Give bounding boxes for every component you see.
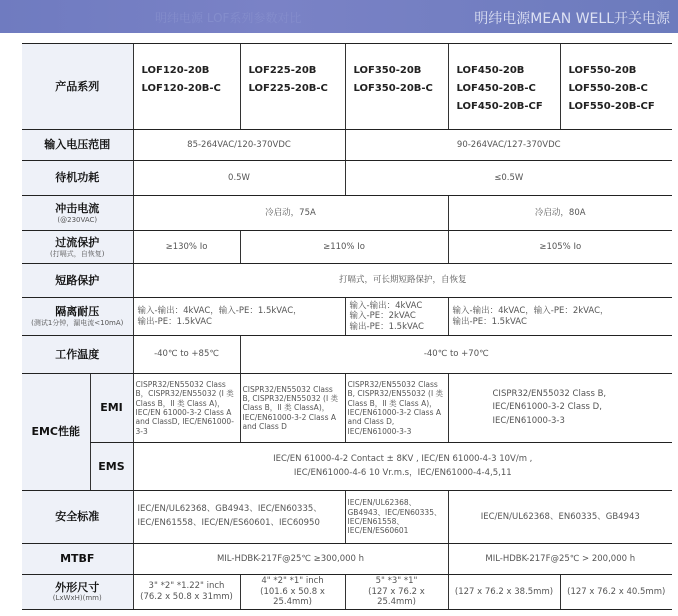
row-isolation (22, 298, 672, 336)
model-col-4 (448, 44, 560, 130)
cell-line: 输入-输出：4kVAC，输入-PE：1.5kVAC， (137, 305, 302, 316)
model-name: LOF225-20B (248, 65, 317, 76)
cell (240, 575, 345, 610)
label-text: 外形尺寸 (55, 580, 100, 594)
label-safety: 安全标准 (22, 491, 133, 544)
row-standby (22, 161, 672, 196)
cell: -40℃ to +85℃ (133, 336, 240, 374)
cell-line: 输入-PE：2kVAC (349, 311, 416, 322)
cell (448, 374, 672, 443)
label-emc: EMC性能 (22, 374, 90, 491)
cell-line: IEC/EN61000-3-3 (492, 415, 565, 426)
label-note: (@230VAC) (57, 215, 98, 224)
cell: -40℃ to +70℃ (240, 336, 672, 374)
cell-line: IEC/EN/UL62368、GB4943、IEC/EN60335、 (137, 504, 322, 515)
row-series (22, 44, 672, 130)
cell-line: 输入-输出：4kVAC (349, 300, 423, 311)
cell-line: 4" *2" *1" inch (261, 576, 324, 586)
row-temp (22, 336, 672, 374)
cell: 90-264VAC/127-370VDC (345, 130, 672, 161)
cell: CISPR32/EN55032 Class B, CISPR32/EN55032 (I 类 Class B，II 类 Class A)，IEC/EN61000-3-2 Class A and Class D, IEC/EN61000-3-3 (345, 374, 448, 443)
cell-line: (101.6 x 50.8 x 25.4mm) (260, 586, 325, 608)
label-text: 冲击电流 (55, 201, 100, 215)
row-ems (22, 443, 672, 491)
label-ems: EMS (90, 443, 133, 491)
model-name: LOF550-20B (568, 65, 637, 76)
model-col-5 (560, 44, 672, 130)
cell: 打嗝式，可长期短路保护，自恢复 (133, 264, 672, 298)
band-title: 明纬电源 LOF系列参数对比 (155, 11, 302, 25)
cell-line: IEC/EN61000-4-6 10 Vr.m.s，IEC/EN61000-4-4,5,11 (293, 467, 512, 478)
cell-line: IEC/EN61558、IEC/EN/ES60601、IEC60950 (137, 518, 320, 528)
cell-line: IEC/EN61000-3-2 Class D, (492, 402, 602, 413)
cell-line: (127 x 76.2 x 25.4mm) (368, 586, 425, 608)
row-input (22, 130, 672, 161)
label-ocp (22, 231, 133, 264)
cell: CISPR32/EN55032 Class B, CISPR32/EN55032 (I 类 Class B，II 类 ClassA)，IEC/EN61000-3-2 Class A and Class D (240, 374, 345, 443)
cell (448, 575, 560, 610)
model-name: LOF120-20B-C (141, 83, 221, 94)
cell (345, 575, 448, 610)
label-text: 过流保护 (55, 235, 100, 249)
label-inrush (22, 196, 133, 231)
cell (448, 298, 672, 336)
cell (133, 443, 672, 491)
cell: 冷启动，80A (448, 196, 672, 231)
cell-line: 3" *2" *1.22" inch (148, 581, 225, 592)
model-name: LOF225-20B-C (248, 83, 328, 94)
label-scp: 短路保护 (22, 264, 133, 298)
cell: 0.5W (133, 161, 345, 196)
cell: IEC/EN/UL62368、EN60335、GB4943 (448, 491, 672, 544)
model-col-3 (345, 44, 448, 130)
label-size (22, 575, 133, 610)
spec-table (22, 43, 672, 610)
label-text: 隔离耐压 (55, 305, 100, 319)
cell: ≥105% Io (448, 231, 672, 264)
cell-line: 输出-PE：1.5kVAC (349, 321, 424, 332)
row-inrush (22, 196, 672, 231)
cell (345, 298, 448, 336)
label-isolation (22, 298, 133, 336)
label-note: (测试1分钟，漏电流<10mA) (31, 319, 124, 327)
model-name: LOF120-20B (141, 65, 210, 76)
cell: 冷启动，75A (133, 196, 448, 231)
cell-line: 输出-PE：1.5kVAC (137, 316, 212, 327)
watermark: 明纬电源MEAN WELL开关电源 (474, 11, 670, 27)
cell (133, 575, 240, 610)
label-emi: EMI (90, 374, 133, 443)
row-ocp (22, 231, 672, 264)
row-size (22, 575, 672, 610)
cell-line: (127 x 76.2 x 38.5mm) (454, 586, 554, 597)
cell: 85-264VAC/120-370VDC (133, 130, 345, 161)
cell-line: IEC/EN 61000-4-2 Contact ± 8KV , IEC/EN 61000-4-3 10V/m , (273, 453, 533, 464)
model-name: LOF450-20B-CF (456, 101, 543, 112)
cell-line: (76.2 x 50.8 x 31mm) (140, 591, 233, 602)
cell: ≤0.5W (345, 161, 672, 196)
model-col-1 (133, 44, 240, 130)
cell (133, 491, 345, 544)
label-input: 输入电压范围 (22, 130, 133, 161)
cell-line: (127 x 76.2 x 40.5mm) (567, 586, 666, 597)
cell (133, 298, 345, 336)
row-scp (22, 264, 672, 298)
label-mtbf: MTBF (22, 544, 133, 575)
model-name: LOF550-20B-C (568, 83, 648, 94)
row-safety (22, 491, 672, 544)
model-col-2 (240, 44, 345, 130)
model-name: LOF350-20B (353, 65, 422, 76)
cell: IEC/EN/UL62368、GB4943、IEC/EN60335、IEC/EN61558、IEC/EN/ES60601 (345, 491, 448, 544)
cell: ≥130% Io (133, 231, 240, 264)
cell: CISPR32/EN55032 Class B，CISPR32/EN55032 (I 类 Class B，II 类 Class A)，IEC/EN 61000-3-2 Class A and ClassD, IEC/EN61000-3-3 (133, 374, 240, 443)
model-name: LOF450-20B (456, 65, 525, 76)
cell: MIL-HDBK-217F@25℃ ≥300,000 h (133, 544, 448, 575)
model-name: LOF450-20B-C (456, 83, 536, 94)
model-name: LOF550-20B-CF (568, 101, 655, 112)
cell: MIL-HDBK-217F@25℃ > 200,000 h (448, 544, 672, 575)
cell-line: CISPR32/EN55032 Class B, (492, 388, 607, 399)
cell-line: 输出-PE：1.5kVAC (452, 316, 527, 327)
label-note: (LxWxH)(mm) (52, 594, 102, 603)
row-emi (22, 374, 672, 443)
label-note: (打嗝式，自恢复) (50, 249, 105, 258)
label-temp: 工作温度 (22, 336, 133, 374)
cell-line: 5" *3" *1" (375, 576, 418, 586)
model-name: LOF350-20B-C (353, 83, 433, 94)
label-series: 产品系列 (22, 44, 133, 130)
cell-line: 输入-输出：4kVAC，输入-PE：2kVAC， (452, 305, 609, 316)
label-standby: 待机功耗 (22, 161, 133, 196)
header-band (0, 0, 678, 33)
row-mtbf (22, 544, 672, 575)
cell (560, 575, 672, 610)
cell: ≥110% Io (240, 231, 448, 264)
